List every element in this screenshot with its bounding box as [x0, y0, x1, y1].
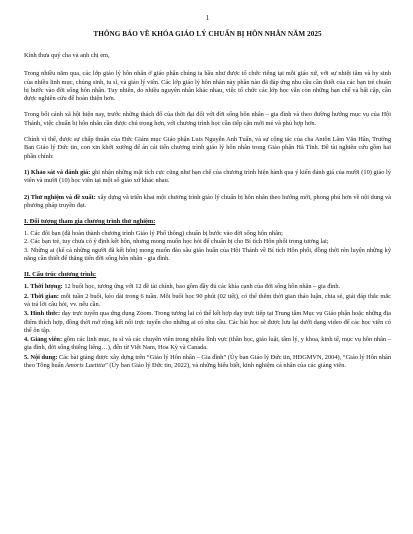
page-number: 1	[205, 14, 210, 22]
item-text: Các bài giảng được xây dựng trên “Giáo lý Hôn nhân – Gia đình” (Ủy ban Giáo lý Đức tin, HĐGMVN, 2004), “Giáo lý Hôn nhân theo Tông huấn	[24, 353, 391, 370]
part-1	[24, 169, 391, 186]
paragraph-context: Trong bối cảnh xã hội hiện nay, trước những thách đố của thời đại đối với đời sống hôn nhân – gia đình và theo đường hướng mục vụ của Hội Thánh, việc chuẩn bị hôn nhân cần được chú trọng hơn, với chương trình học cần tiếp cận mới mẻ và phù hợp hơn.	[24, 111, 391, 127]
list-item	[24, 293, 391, 310]
list-item	[24, 354, 391, 371]
part-1-text: ghi nhận những mặt tích cực cũng như hạn chế của chương trình hiện hành qua ý kiến đánh giá của mười (10) giáo lý viên và mười (10) học viên tại một số giáo xứ khác nhau.	[24, 168, 391, 185]
section-2-heading: II. Cấu trúc chương trình:	[24, 271, 97, 279]
item-label: 3. Hình thức:	[24, 310, 61, 318]
list-item	[24, 283, 391, 291]
list-item	[24, 310, 391, 335]
section-1-list	[24, 230, 391, 263]
item-label: 4. Giảng viên:	[24, 336, 63, 344]
part-2-text: xây dựng và triển khai một chương trình giáo lý chuẩn bị hôn nhân theo hướng mới, phong phú hơn về nội dung và phương pháp truyền đạt.	[24, 193, 391, 209]
page-title: THÔNG BÁO VỀ KHÓA GIÁO LÝ CHUẨN BỊ HÔN NHÂN NĂM 2025	[93, 30, 322, 38]
section-2-list	[24, 283, 391, 370]
section-1-heading: I. Đổi tượng tham gia chương trình thử nghiệm:	[24, 218, 156, 226]
item-text: 12 buổi học, tương ứng với 12 đề tài chính, bao gồm đầy đủ các khía cạnh của đời sống hôn nhân – gia đình.	[62, 283, 341, 291]
paragraph-intro: Trong nhiều năm qua, các lớp giáo lý hôn nhân ở giáo phận chúng ta hầu như được tổ chức riêng tại mỗi giáo xứ, với sự nhiệt tâm và hy sinh của nhiều linh mục, chủng sinh, tu sĩ, và giáo lý viên. Các lớp giáo lý hôn nhân này phần nào đã đáp ứng nhu cầu cần thiết của các bạn trẻ chuẩn bị bước vào đời sống hôn nhân. Tuy nhiên, do nhiều nguyên nhân khác nhau, việc tổ chức các lớp học vẫn còn những hạn chế và bất cập, cần được nghiên cứu để hoàn thiện hơn.	[24, 70, 391, 103]
item-text: gồm các linh mục, tu sĩ và các chuyên viên trong nhiều lĩnh vực (thần học, giáo luật, tâm lý, y khoa, kinh tế, mục vụ hôn nhân – gia đình, đời sống thiêng liêng…), đến từ Việt Nam, Hoa Kỳ và Canada.	[24, 336, 391, 352]
item-text: ” (Ủy ban Giáo lý Đức tin, 2022), và những hiểu biết, kinh nghiệm cá nhân của các giảng viên.	[104, 362, 346, 370]
part-2-label: 2) Thử nghiệm và đề xuất:	[24, 193, 96, 201]
item-italic-title: Amoris Laetitia	[65, 362, 105, 370]
part-1-label: 1) Khảo sát và đánh giá:	[24, 168, 91, 176]
list-item: 3. Những ai (kể cả những người đã kết hôn) mong muốn đào sâu giáo huấn của Hội Thánh về Bí tích Hôn phối, đồng thời rèn luyện những kỹ năng cần thiết để thăng tiến đời sống hôn nhân - gia đình.	[24, 246, 391, 263]
part-2	[24, 194, 391, 211]
list-item: 1. Các đôi bạn (đã hoàn thành chương trình Giáo lý Phổ thông) chuẩn bị bước vào đời sống hôn nhân;	[24, 230, 283, 238]
item-label: 5. Nội dung:	[24, 353, 58, 361]
paragraph-proposal: Chính vì thế, được sự chấp thuận của Đức Giám mục Giáo phận Luis Nguyễn Anh Tuấn, và sự cộng tác của cha Antôn Lâm Văn Hân, Trưởng Ban Giáo lý Đức tin, con xin khởi xướng để án cải tiến chương trình giáo lý hôn nhân trong Giáo phận Hà Tĩnh. Đề tài nghiên cứu gồm hai phần chính:	[24, 136, 391, 160]
item-text: dạy trực tuyến qua ứng dụng Zoom. Trong tương lai có thể kết hợp dạy trực tiếp tại Trung tâm Mục vụ Giáo phận hoặc những địa điểm thích hợp, đồng thời mở rộng kết nối trực tuyến cho những ai có nhu cầu. Các bài học sẽ được lưu lại dưới dạng video để các học viên có thể ôn tập.	[24, 310, 391, 334]
item-label: 1. Thời lượng:	[24, 283, 63, 291]
greeting: Kính thưa quý cha và anh chị em,	[24, 52, 110, 59]
item-text: mỗi tuần 2 buổi, kéo dài trong 6 tuần. Mỗi buổi học 90 phút (02 tiết), có thể thêm thời gian thảo luận, chia sẻ, giải đáp thắc mắc và trả lời câu hỏi, vv. nếu cần.	[24, 292, 391, 308]
item-label: 2. Thời gian:	[24, 292, 60, 300]
list-item: 2. Các bạn trẻ, tuy chưa có ý định kết hôn, nhưng mong muốn học hỏi để chuẩn bị cho Bí tích Hôn phối trong tương lai;	[24, 238, 329, 246]
list-item	[24, 336, 391, 353]
